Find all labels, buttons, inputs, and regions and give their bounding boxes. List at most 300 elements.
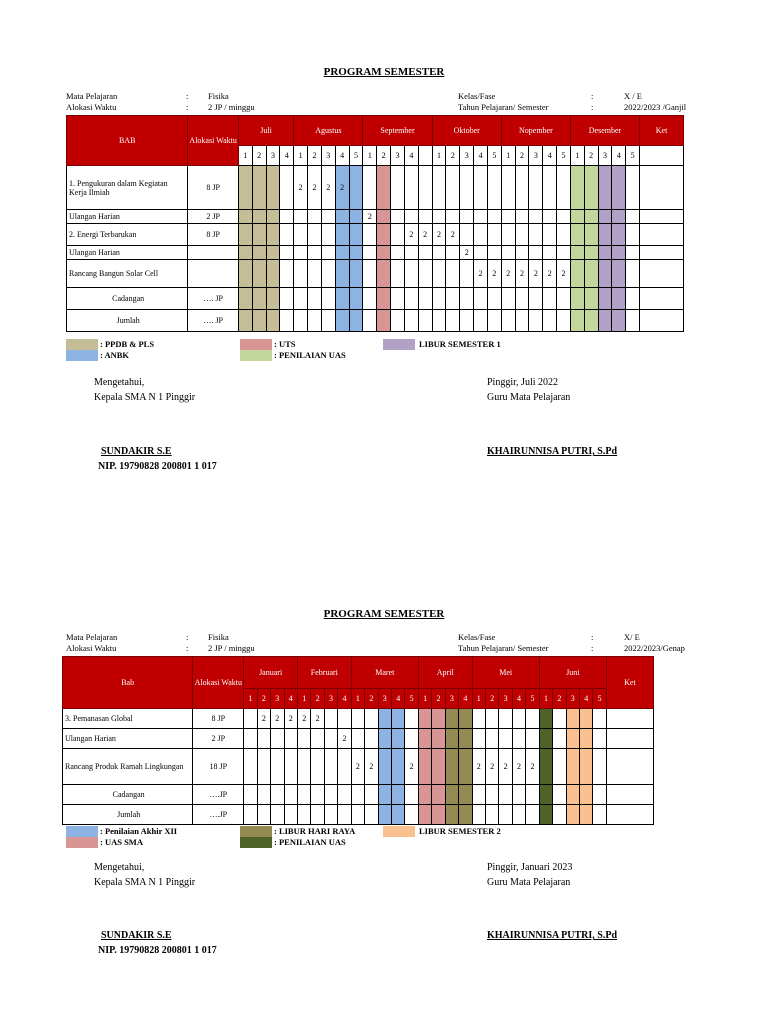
header-month: Nopember [501,116,570,146]
week-cell [499,805,512,825]
week-cell [557,246,571,260]
week-cell [378,749,391,785]
week-cell: 2 [529,260,543,288]
sign-name-guru: KHAIRUNNISA PUTRI, S.Pd [487,930,618,941]
week-cell [324,729,337,749]
legend-swatch-penilaian-uas [240,837,272,848]
week-cell [266,224,280,246]
week-cell [238,246,252,260]
week-cell [584,224,598,246]
week-number: 1 [501,146,515,166]
week-number: 2 [252,146,266,166]
row-alokasi: ….JP [193,805,244,825]
week-cell [238,166,252,210]
week-cell: 2 [515,260,529,288]
week-cell [584,260,598,288]
row-alokasi: 18 JP [193,749,244,785]
week-cell [244,709,257,729]
week-cell [280,210,294,224]
info-value-kelas: X / E [624,91,642,101]
week-cell [501,288,515,310]
week-cell [404,166,418,210]
info-colon: : [186,102,189,112]
week-cell [553,749,566,785]
row-ket [640,224,684,246]
week-cell [297,785,310,805]
week-number: 3 [460,146,474,166]
week-cell [280,260,294,288]
week-number: 2 [308,146,322,166]
legend-swatch-anbk [66,350,98,361]
header-bab: BAB [67,116,188,166]
week-cell [612,260,626,288]
header-month: September [363,116,432,146]
week-cell [485,729,498,749]
week-cell [321,260,335,288]
week-cell [566,729,579,749]
week-cell [557,166,571,210]
week-cell [391,709,404,729]
row-alokasi: ….JP [193,785,244,805]
week-number: 3 [499,689,512,709]
week-cell [432,246,446,260]
week-cell [335,246,349,260]
week-cell: 2 [311,709,324,729]
header-alokasi: Alokasi Waktu [188,116,239,166]
week-cell [321,288,335,310]
week-cell [593,749,606,785]
week-cell [311,729,324,749]
week-cell [338,805,351,825]
legend-swatch-libur-semester-2 [383,826,415,837]
info-label-mapel: Mata Pelajaran [66,632,118,642]
row-ket [640,246,684,260]
row-ket [640,260,684,288]
week-cell [294,310,308,332]
week-cell [391,224,405,246]
week-cell [499,709,512,729]
week-cell [404,210,418,224]
week-cell [324,805,337,825]
legend-swatch-uas-sma [66,837,98,848]
week-cell [244,729,257,749]
week-cell [543,310,557,332]
week-cell [321,246,335,260]
week-cell [460,166,474,210]
week-cell: 2 [284,709,297,729]
table-row [67,288,684,310]
week-number: 3 [266,146,280,166]
week-cell [284,729,297,749]
row-alokasi: 8 JP [188,224,239,246]
sign-mengetahui: Mengetahui, [94,377,145,388]
week-cell [557,310,571,332]
week-number: 3 [598,146,612,166]
week-cell [284,805,297,825]
week-number: 4 [391,689,404,709]
week-cell [335,210,349,224]
schedule-table-semester-2 [62,656,654,825]
week-number: 2 [485,689,498,709]
week-number: 3 [566,689,579,709]
week-cell [515,224,529,246]
week-cell: 2 [257,709,270,729]
week-cell [252,210,266,224]
week-cell [580,749,593,785]
week-cell [377,288,391,310]
week-cell [566,785,579,805]
week-cell [351,785,364,805]
week-cell [584,210,598,224]
info-value-mapel: Fisika [208,632,229,642]
week-cell [487,224,501,246]
week-cell [501,210,515,224]
week-cell [598,260,612,288]
week-cell [557,288,571,310]
week-cell [612,310,626,332]
week-number: 4 [612,146,626,166]
row-label: 1. Pengukuran dalam Kegiatan Kerja Ilmiah [67,166,188,210]
week-cell [570,224,584,246]
week-cell: 2 [363,210,377,224]
week-cell [324,785,337,805]
week-cell [335,288,349,310]
week-cell: 2 [485,749,498,785]
row-alokasi: …. JP [188,310,239,332]
row-ket [640,310,684,332]
week-cell [378,785,391,805]
week-cell [252,260,266,288]
week-cell [543,166,557,210]
week-cell [377,166,391,210]
week-cell [418,288,432,310]
week-number: 3 [321,146,335,166]
week-cell [404,310,418,332]
week-number: 3 [378,689,391,709]
row-alokasi: …. JP [188,288,239,310]
week-cell [404,288,418,310]
week-cell [418,805,431,825]
week-number: 3 [271,689,284,709]
week-cell [418,166,432,210]
week-cell [499,785,512,805]
week-cell [446,166,460,210]
week-cell [446,246,460,260]
week-cell [308,288,322,310]
week-cell [593,785,606,805]
week-cell [553,805,566,825]
table-row [63,805,654,825]
week-number: 1 [294,146,308,166]
week-number: 2 [584,146,598,166]
week-cell [612,224,626,246]
week-cell [626,166,640,210]
legend-swatch-libur-hari-raya [240,826,272,837]
week-cell [391,785,404,805]
week-cell [593,805,606,825]
sign-nip-kepala: NIP. 19790828 200801 1 017 [98,461,217,472]
week-cell [446,210,460,224]
week-cell [445,709,458,729]
table-row [67,224,684,246]
row-ket [606,709,653,729]
week-cell [418,310,432,332]
week-cell [311,785,324,805]
info-label-kelas: Kelas/Fase [458,632,496,642]
ket-blank [640,146,684,166]
week-cell [487,310,501,332]
info-label-alokasi: Alokasi Waktu [66,102,117,112]
week-cell [391,749,404,785]
info-label-mapel: Mata Pelajaran [66,91,118,101]
week-cell [244,785,257,805]
week-cell [321,224,335,246]
week-cell [485,785,498,805]
week-cell [365,709,378,729]
info-colon: : [591,91,594,101]
table-row [63,709,654,729]
week-cell: 2 [487,260,501,288]
week-cell [418,246,432,260]
row-label: Rancang Produk Ramah Lingkungan [63,749,193,785]
week-cell: 2 [294,166,308,210]
legend-label-penilaian-akhir: : Penilaian Akhir XII [100,826,178,836]
week-cell [377,260,391,288]
week-cell [570,166,584,210]
week-cell [474,224,488,246]
week-cell [280,166,294,210]
week-cell [377,210,391,224]
week-cell [335,260,349,288]
week-cell [529,224,543,246]
info-value-kelas: X/ E [624,632,640,642]
week-cell [244,805,257,825]
week-cell: 2 [512,749,525,785]
week-cell [459,729,472,749]
week-cell [446,288,460,310]
sign-guru: Guru Mata Pelajaran [487,392,571,403]
sign-name-kepala: SUNDAKIR S.E [101,446,172,457]
legend-label-libur-hari-raya: : LIBUR HARI RAYA [274,826,356,836]
week-cell [363,288,377,310]
info-value-alokasi: 2 JP / minggu [208,643,255,653]
week-cell [280,310,294,332]
week-cell: 2 [446,224,460,246]
table-row [67,210,684,224]
sign-mengetahui: Mengetahui, [94,862,145,873]
week-cell [405,805,418,825]
week-cell [529,210,543,224]
week-cell: 2 [501,260,515,288]
week-cell [266,310,280,332]
week-cell [598,210,612,224]
week-number: 1 [244,689,257,709]
week-cell [474,166,488,210]
week-cell: 2 [308,166,322,210]
week-cell [294,260,308,288]
week-cell [593,729,606,749]
week-cell [432,785,445,805]
week-cell [432,288,446,310]
sign-place-date: Pinggir, Januari 2023 [487,862,573,873]
week-cell [321,210,335,224]
week-cell [566,709,579,729]
week-number: 3 [391,146,405,166]
week-cell [365,729,378,749]
week-cell [487,166,501,210]
week-cell [432,709,445,729]
week-cell [566,749,579,785]
header-month: Maret [351,657,418,689]
week-cell [252,310,266,332]
info-label-tahun: Tahun Pelajaran/ Semester [458,102,549,112]
row-ket [606,805,653,825]
week-cell [271,729,284,749]
week-cell [363,166,377,210]
info-label-alokasi: Alokasi Waktu [66,643,117,653]
week-cell [271,749,284,785]
table-row [67,166,684,210]
week-cell [391,729,404,749]
week-cell [391,210,405,224]
week-cell [349,210,363,224]
table-row [67,260,684,288]
week-cell [543,210,557,224]
week-cell [297,805,310,825]
week-cell [349,246,363,260]
row-label: Jumlah [63,805,193,825]
week-cell [378,709,391,729]
week-cell [311,749,324,785]
week-cell [238,288,252,310]
week-cell [526,805,539,825]
week-cell [338,709,351,729]
week-cell [612,166,626,210]
week-cell [365,785,378,805]
week-cell: 2 [526,749,539,785]
week-cell [487,210,501,224]
week-number: 5 [526,689,539,709]
week-cell [526,729,539,749]
week-cell [570,246,584,260]
row-ket [606,749,653,785]
row-alokasi: 8 JP [188,166,239,210]
week-cell [418,709,431,729]
week-cell [593,709,606,729]
week-cell [335,310,349,332]
week-cell: 2 [474,260,488,288]
week-cell [612,246,626,260]
week-cell [472,729,485,749]
week-cell [512,805,525,825]
sign-name-guru: KHAIRUNNISA PUTRI, S.Pd [487,446,618,457]
week-cell [252,166,266,210]
week-cell [598,246,612,260]
row-ket [640,288,684,310]
week-cell [266,166,280,210]
header-month: Mei [472,657,539,689]
week-cell: 2 [404,224,418,246]
week-cell [459,805,472,825]
week-cell [294,224,308,246]
week-cell [280,246,294,260]
header-month: Februari [297,657,351,689]
week-number: 2 [432,689,445,709]
sign-name-kepala: SUNDAKIR S.E [101,930,172,941]
week-cell [391,166,405,210]
row-label: Ulangan Harian [67,246,188,260]
week-cell [474,310,488,332]
week-cell [553,785,566,805]
week-number: 4 [335,146,349,166]
sign-kepala: Kepala SMA N 1 Pinggir [94,877,196,888]
week-cell [238,210,252,224]
week-cell [432,749,445,785]
week-cell [351,709,364,729]
week-cell [445,729,458,749]
week-number: 1 [539,689,552,709]
week-cell [378,805,391,825]
week-cell [280,224,294,246]
week-number: 5 [557,146,571,166]
week-cell [338,785,351,805]
legend-label-libur-semester-2: LIBUR SEMESTER 2 [419,826,501,836]
header-ket: Ket [640,116,684,146]
week-cell [432,729,445,749]
week-cell [529,246,543,260]
week-cell [377,310,391,332]
week-cell [391,260,405,288]
info-value-mapel: Fisika [208,91,229,101]
week-cell [351,729,364,749]
week-cell: 2 [365,749,378,785]
week-cell [529,310,543,332]
header-ket: Ket [606,657,653,709]
header-month: Januari [244,657,298,689]
week-number: 4 [512,689,525,709]
week-cell [351,805,364,825]
info-colon: : [186,632,189,642]
week-cell [460,224,474,246]
row-alokasi: 8 JP [193,709,244,729]
week-cell [404,260,418,288]
week-cell [474,288,488,310]
week-cell [391,310,405,332]
week-cell [349,288,363,310]
week-number: 5 [349,146,363,166]
info-label-tahun: Tahun Pelajaran/ Semester [458,643,549,653]
week-cell [349,224,363,246]
week-cell [311,805,324,825]
week-cell [244,749,257,785]
week-cell [612,288,626,310]
week-number: 4 [404,146,418,166]
week-cell [460,260,474,288]
week-cell [584,310,598,332]
legend-label-uas-sma: : UAS SMA [100,837,143,847]
week-cell [391,246,405,260]
week-cell [626,224,640,246]
week-cell [543,288,557,310]
week-cell [238,310,252,332]
week-cell [539,729,552,749]
row-label: 2. Energi Terbarukan [67,224,188,246]
info-value-alokasi: 2 JP / minggu [208,102,255,112]
week-cell [446,310,460,332]
week-cell [257,805,270,825]
sign-guru: Guru Mata Pelajaran [487,877,571,888]
sign-kepala: Kepala SMA N 1 Pinggir [94,392,196,403]
